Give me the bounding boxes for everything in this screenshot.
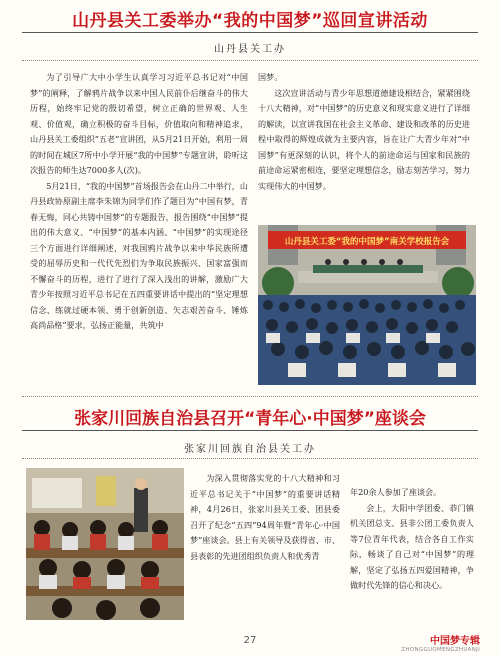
- article1-paragraph: 这次宣讲活动与青少年思想道德建设相结合，紧紧围绕十八大精神，对“中国梦”的历史意义和现实意义进行了详细的解读，以宣讲我国在社会主义革命、建设和改革的历史进程中取得的辉煌成就为主要内容，旨在让广大青少年对“中国梦”有更深刻的认识，将个人的前途命运与国家和民族的前途命运紧密相连，要坚定理想信念，励志刻苦学习，努力实现伟大的中国梦。: [258, 87, 470, 191]
- article1-paragraph: 5月21日，“我的中国梦”首场报告会在山丹二中举行，山丹县政协原副主席李朱锦为同学们作了题目为“中国有梦，青春无悔，同心共铸中国梦”的专题报告，报告围绕“中国梦”提出的伟大意义、“中国梦”的基本内涵、“中国梦”的实现途径三个方面进行详细阐述，对我国鸦片战争以来中华民族所遭受的屈辱历史和一代代先烈们为争取民族振兴、国家富强而不懈奋斗的历程，进行了进行了深入浅出的讲解，激励广大青少年按照习近平总书记在五四重要讲话中提出的“坚定理想信念、练就过硬本领、勇于创新创造、矢志艰苦奋斗、锤炼高尚品格”要求，弘扬正能量，共筑中: [30, 180, 248, 330]
- title-underline: [22, 430, 478, 431]
- article1-column-2: [258, 70, 470, 220]
- brand-mark: [401, 632, 480, 653]
- article2-paragraph: 年20余人参加了座谈会。: [350, 487, 442, 497]
- article2-column-1: [190, 471, 340, 621]
- byline-divider: [22, 458, 478, 459]
- section-divider: [22, 396, 478, 397]
- article2-title: 张家川回族自治县召开“青年心·中国梦”座谈会: [74, 409, 426, 429]
- article1-paragraph: 国梦。: [258, 72, 283, 82]
- lecture-photo: [258, 225, 476, 385]
- article2-column-2: [350, 485, 474, 615]
- article1-title: 山丹县关工委举办“我的中国梦”巡回宣讲活动: [72, 11, 428, 31]
- article2-byline: 张家川回族自治县关工办: [184, 444, 316, 455]
- page-number: 27: [243, 635, 257, 646]
- banner-text: 山丹县关工委“我的中国梦”南关学校报告会: [284, 237, 450, 247]
- brand-pinyin: ZHONGGUOMENGZHUANJI: [401, 647, 480, 653]
- article2-paragraph: 为深入贯彻落实党的十八大精神和习近平总书记关于“中国梦”的重要讲话精神，4月26日，张家川县关工委、团县委召开了纪念“五四”94周年暨“青年心·中国梦”座谈会。县上有关领导及获得省、市、县表彰的先进团组织负责人和优秀青: [190, 473, 340, 561]
- article1-byline: 山丹县关工办: [214, 44, 286, 55]
- classroom-photo: [26, 468, 184, 620]
- article1-paragraph: 为了引导广大中小学生认真学习习近平总书记对“中国梦”的阐释，了解鸦片战争以来中国人民前仆后继奋斗的伟大历程，始终牢记党的殷切希望，树立正确的世界观、人生观、价值观，确立积极的奋斗目标，价值取向和精神追求，山丹县关工委组织“五老”宣讲团，从5月21日开始，利用一周的时间在城区7所中小学开展“我的中国梦”专题宣讲，聆听这次报告的师生达7000多人(次)。: [30, 72, 248, 175]
- brand-title: 中国梦专辑: [430, 636, 480, 647]
- title-underline: [22, 32, 478, 33]
- article1-column-1: [30, 70, 248, 395]
- article2-paragraph: 会上，大阳中学团委、恭门镇机关团总支、县非公团工委负责人等7位青年代表，结合各自工作实际，畅谈了自己对“中国梦”的理解，坚定了弘扬五四爱国精神，争做时代先锋的信心和决心。: [350, 502, 474, 590]
- byline-divider: [22, 60, 478, 61]
